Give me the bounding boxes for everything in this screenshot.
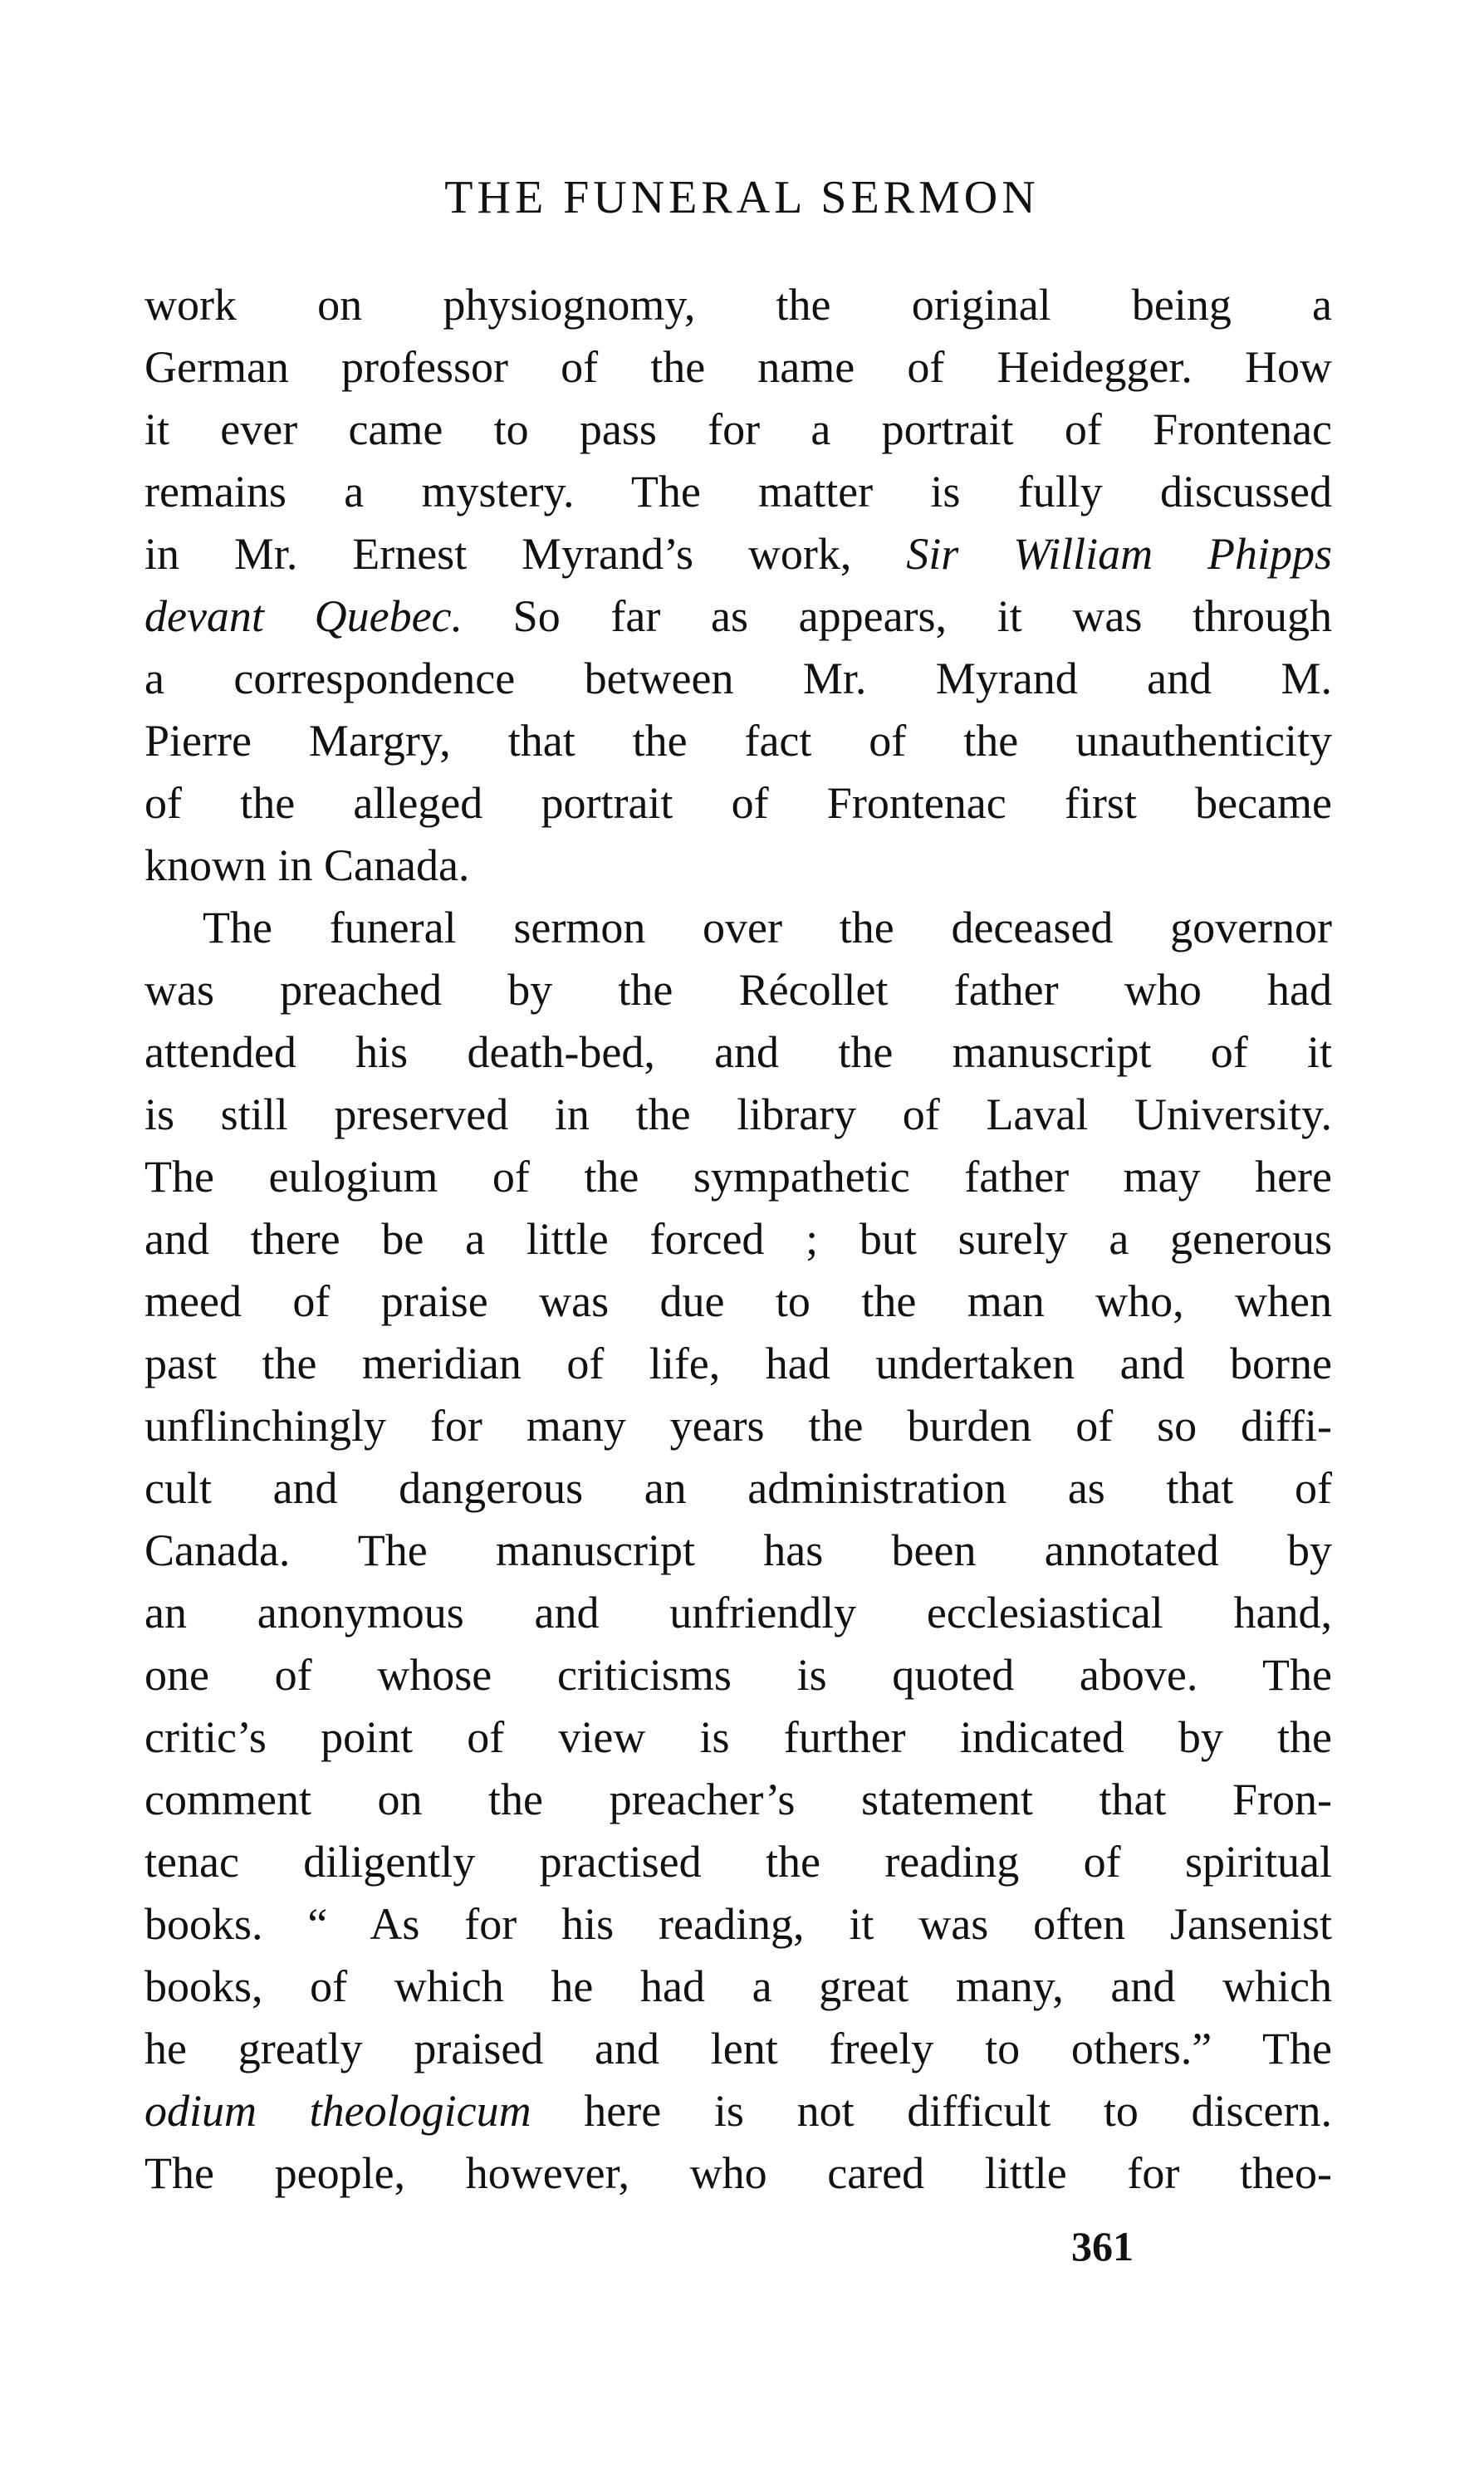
text-line: attended his death-bed, and the manuscript of it: [144, 1027, 1332, 1077]
text-line: Canada. The manuscript has been annotated by: [144, 1525, 1332, 1575]
text-line: he greatly praised and lent freely to others.” The: [144, 2024, 1332, 2073]
running-head: THE FUNERAL SERMON: [444, 172, 1040, 223]
text-line: of the alleged portrait of Frontenac first became: [144, 778, 1332, 828]
text-line: [144, 2080, 1332, 2142]
text-line: a correspondence between Mr. Myrand and M.: [144, 654, 1332, 703]
text-segment: here is not difficult to discern.: [531, 2086, 1332, 2136]
paragraph-start-line: The funeral sermon over the deceased governor: [203, 903, 1332, 952]
text-line: work on physiognomy, the original being a: [144, 280, 1332, 330]
page-number: 361: [1071, 2223, 1134, 2269]
text-segment: in Mr. Ernest Myrand’s work,: [144, 529, 907, 579]
text-segment: So far as appears, it was through: [463, 591, 1332, 641]
text-line: it ever came to pass for a portrait of Frontenac: [144, 404, 1332, 454]
text-line: known in Canada.: [144, 840, 470, 890]
italic-book-title: Sir William Phipps: [906, 529, 1332, 579]
text-line: tenac diligently practised the reading of spiritual: [144, 1837, 1332, 1887]
text-line: critic’s point of view is further indicated by the: [144, 1712, 1332, 1762]
text-line: [144, 585, 1332, 648]
body-text: [144, 274, 1332, 2205]
text-line: comment on the preacher’s statement that Fron-: [144, 1775, 1332, 1824]
text-line: books, of which he had a great many, and which: [144, 1961, 1332, 2011]
text-line: unflinchingly for many years the burden of so diffi-: [144, 1401, 1332, 1451]
text-line: The eulogium of the sympathetic father may here: [144, 1152, 1332, 1202]
text-line: was preached by the Récollet father who had: [144, 965, 1332, 1015]
text-line: is still preserved in the library of Laval University.: [144, 1089, 1332, 1139]
text-line: remains a mystery. The matter is fully discussed: [144, 467, 1332, 517]
text-line: an anonymous and unfriendly ecclesiastical hand,: [144, 1588, 1332, 1638]
text-line: and there be a little forced ; but surely a generous: [144, 1214, 1332, 1264]
text-line: [144, 523, 1332, 585]
text-line: one of whose criticisms is quoted above. The: [144, 1650, 1332, 1700]
text-line: German professor of the name of Heidegger. How: [144, 342, 1332, 392]
text-line: past the meridian of life, had undertaken and borne: [144, 1339, 1332, 1388]
text-line: cult and dangerous an administration as that of: [144, 1463, 1332, 1513]
text-line: The people, however, who cared little for theo-: [144, 2148, 1332, 2198]
text-line: meed of praise was due to the man who, when: [144, 1276, 1332, 1326]
italic-book-title: devant Quebec.: [144, 591, 463, 641]
text-line: books. “ As for his reading, it was often Jansenist: [144, 1899, 1332, 1949]
text-line: Pierre Margry, that the fact of the unauthenticity: [144, 716, 1332, 766]
italic-latin-phrase: odium theologicum: [144, 2086, 531, 2136]
